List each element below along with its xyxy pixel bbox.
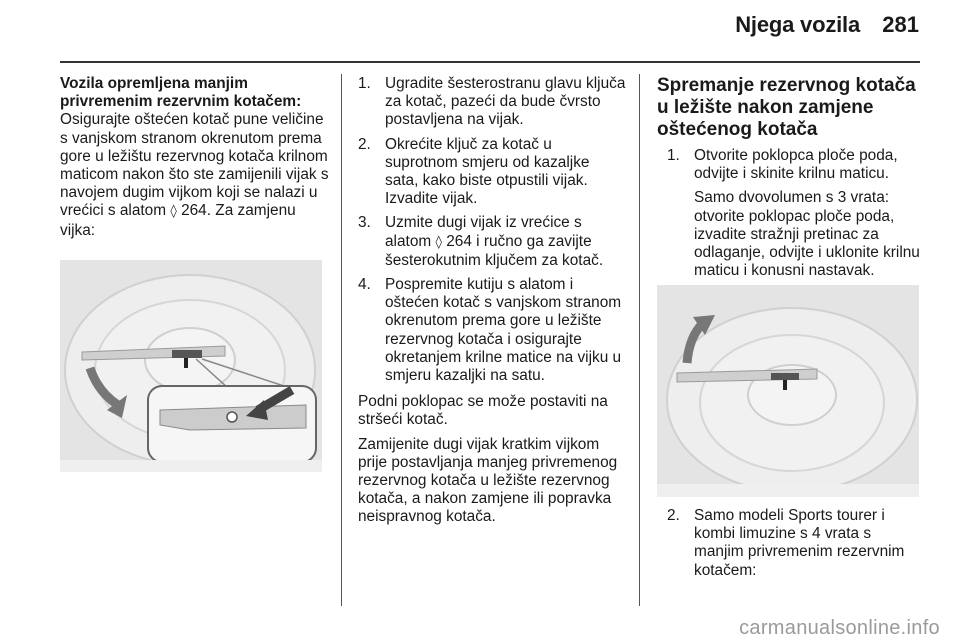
step-number: 1.: [358, 75, 371, 92]
floor-panel-figure: [657, 285, 919, 497]
note-paragraph: Zamijenite dugi vijak kratkim vijkom prije postavljanja manjeg privremenog rezervnog kotača u ležište rezervnog kotača, a nakon zamjene ili popravka neispravnog kotača.: [358, 435, 618, 526]
floor-panel-illustration: [657, 285, 919, 497]
intro-heading: Vozila opremljena manjim privremenim rezervnim kotačem:: [60, 75, 302, 111]
column-divider-1: [341, 74, 342, 606]
column-3: [657, 75, 923, 280]
step-number: 2.: [358, 135, 371, 153]
step-number: 3.: [358, 214, 371, 232]
step-number: 1.: [667, 147, 680, 164]
column-divider-2: [639, 74, 640, 606]
page-reference-arrow-icon: ◊: [435, 234, 442, 250]
storage-steps-continued: [667, 507, 923, 580]
step-item: [358, 136, 626, 209]
section-heading: Spremanje rezervnog kotača u ležište nakon zamjene oštećenog kotača: [657, 75, 916, 140]
procedure-steps: [358, 75, 626, 385]
step-item: [667, 507, 923, 580]
spare-wheel-bolt-figure: [60, 260, 322, 472]
column-1: [60, 75, 330, 240]
column-2: [358, 75, 626, 527]
section-title: Njega vozila: [735, 12, 860, 37]
watermark: carmanualsonline.info: [739, 617, 940, 639]
step-item: [358, 214, 626, 270]
step-text: Pospremite kutiju s alatom i oštećen kotač s vanjskom stranom okrenutom prema gore u ležište rezervnog kotača i osigurajte okretanjem krilne matice na vijku u smjeru kazaljki na satu.: [385, 276, 622, 385]
step-number: 2.: [667, 507, 680, 524]
step-item: [667, 147, 923, 280]
header-rule: [60, 61, 920, 63]
note-paragraph: Podni poklopac se može postaviti na stršeći kotač.: [358, 393, 608, 429]
step-item: [358, 75, 626, 130]
column-3-continued: [667, 507, 923, 580]
step-text: Okrećite ključ za kotač u suprotnom smjeru od kazaljke sata, kako biste otpustili vijak. Izvadite vijak.: [385, 135, 590, 208]
step-text: Otvorite poklopca ploče poda, odvijte i skinite krilnu maticu.: [694, 147, 898, 183]
storage-steps: [657, 147, 923, 280]
step-text: Samo modeli Sports tourer i kombi limuzine s 4 vrata s manjim privremenim rezervnim kotačem:: [694, 507, 905, 579]
step-number: 4.: [358, 276, 371, 294]
page-reference-arrow-icon: ◊: [170, 204, 177, 220]
spare-wheel-bolt-illustration: [60, 260, 322, 472]
step-text: Uzmite dugi vijak iz vrećice s alatom: [385, 214, 582, 250]
step-text-ref: 264 i ručno ga zavijte šesterokutnim ključem za kotač.: [385, 232, 604, 269]
intro-paragraph: [60, 111, 330, 239]
intro-text: Osigurajte oštećen kotač pune veličine s vanjskom stranom okrenutom prema gore u ležištu rezervnog kotača krilnom maticom nakon što ste zamijenili vijak s navojem dugim vijkom koji se nalazi u vrećici s alatom: [60, 111, 329, 220]
step-item: [358, 276, 626, 385]
intro-text-ref: 264. Za zamjenu vijka:: [60, 202, 296, 239]
step-text: Ugradite šesterostranu glavu ključa za kotač, pazeći da bude čvrsto postavljena na vijak.: [385, 75, 626, 129]
step-subtext: Samo dvovolumen s 3 vrata: otvorite poklopac ploče poda, izvadite stražnji pretinac za odlaganje, odvijte i uklonite krilnu maticu i konusni nastavak.: [694, 189, 920, 280]
page-number: 281: [882, 12, 919, 37]
